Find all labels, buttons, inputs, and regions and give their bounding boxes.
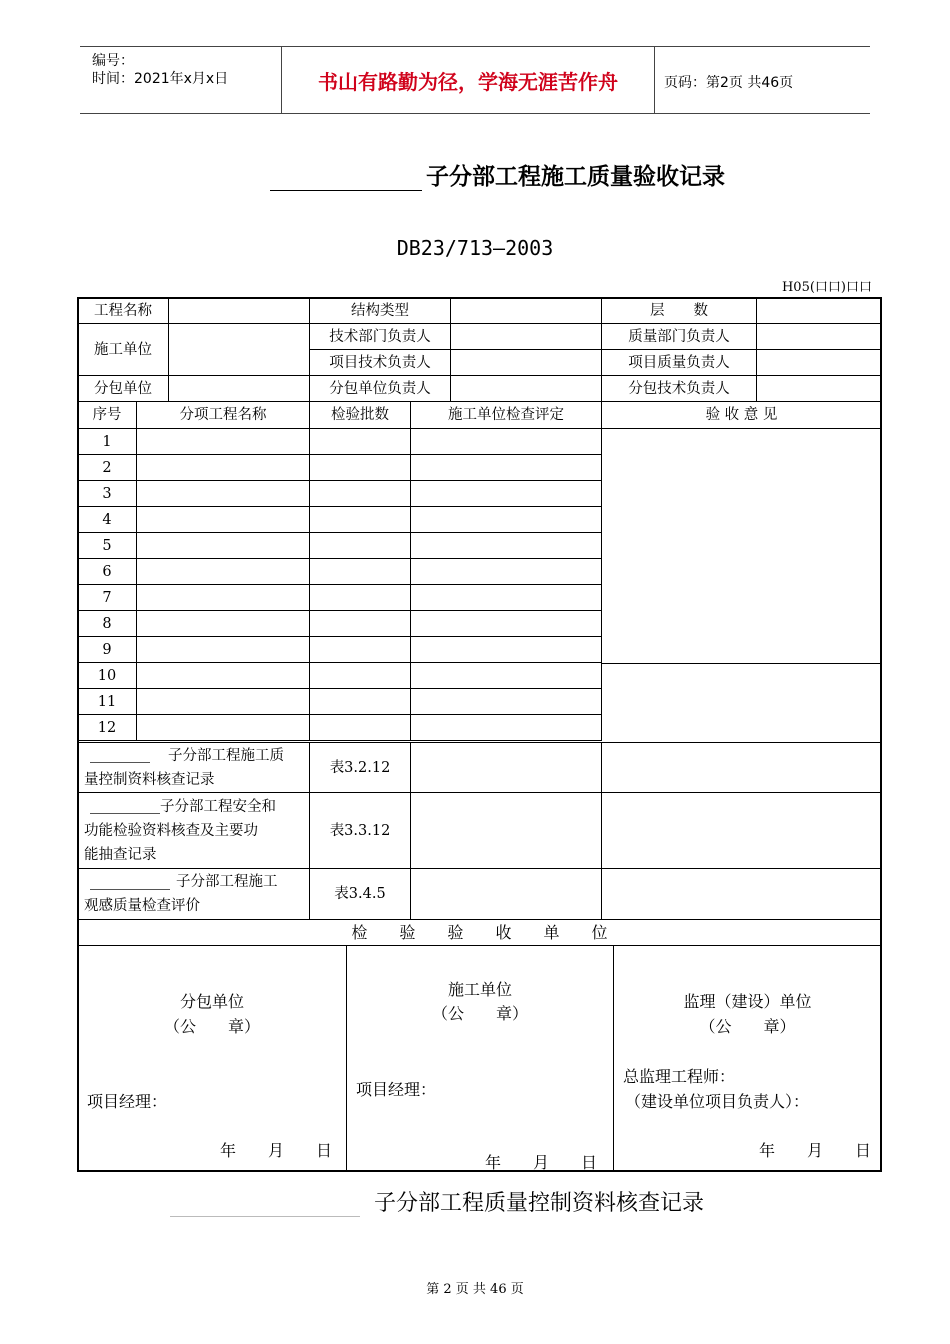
section-text: 功能检验资料核查及主要功 xyxy=(84,822,258,839)
row-eval-field[interactable] xyxy=(410,714,602,741)
sign-sub-unit-title: 分包单位 xyxy=(179,992,244,1011)
row-item-name-field[interactable] xyxy=(136,662,310,689)
row-eval-field[interactable] xyxy=(410,610,602,637)
row-batches-field[interactable] xyxy=(309,662,411,689)
col-header-batches: 检验批数 xyxy=(309,401,411,429)
section-opinion-field[interactable] xyxy=(601,792,882,869)
page-title xyxy=(270,158,725,191)
project-name-label: 工程名称 xyxy=(77,297,169,324)
row-eval-field[interactable] xyxy=(410,584,602,611)
sign-sub-unit-pm: 项目经理： xyxy=(87,1092,168,1111)
section-opinion-field[interactable] xyxy=(601,742,882,793)
col-header-builder-eval: 施工单位检查评定 xyxy=(410,401,602,429)
sub-unit-head-field[interactable] xyxy=(450,375,602,402)
row-batches-field[interactable] xyxy=(309,506,411,533)
section-opinion-field[interactable] xyxy=(601,868,882,920)
row-eval-field[interactable] xyxy=(410,428,602,455)
builder-label: 施工单位 xyxy=(77,323,169,376)
col-header-opinion: 验 收 意 见 xyxy=(601,401,882,429)
row-batches-field[interactable] xyxy=(309,714,411,741)
project-tech-head-field[interactable] xyxy=(450,349,602,376)
row-batches-field[interactable] xyxy=(309,688,411,715)
header-divider xyxy=(654,46,655,113)
section-quality-docs xyxy=(77,742,310,793)
form-code: H05(口口)口口 xyxy=(781,280,872,295)
row-number: 9 xyxy=(77,636,137,663)
row-number: 7 xyxy=(77,584,137,611)
doc-code-label: 编号： xyxy=(92,53,134,69)
section-eval-field[interactable] xyxy=(410,868,602,920)
tech-dept-head-label: 技术部门负责人 xyxy=(309,323,451,350)
row-number: 11 xyxy=(77,688,137,715)
row-eval-field[interactable] xyxy=(410,480,602,507)
row-batches-field[interactable] xyxy=(309,558,411,585)
row-number: 3 xyxy=(77,480,137,507)
row-item-name-field[interactable] xyxy=(136,428,310,455)
row-item-name-field[interactable] xyxy=(136,610,310,637)
builder-field[interactable] xyxy=(168,323,310,376)
section-text: 观感质量检查评价 xyxy=(84,898,200,914)
sign-builder-seal: （公 章） xyxy=(431,1004,528,1023)
row-number: 5 xyxy=(77,532,137,559)
next-section-title-text: 子分部工程质量控制资料核查记录 xyxy=(374,1191,705,1216)
project-tech-head-label: 项目技术负责人 xyxy=(309,349,451,376)
row-number: 2 xyxy=(77,454,137,481)
sign-sub-unit-date: 年 月 日 xyxy=(220,1141,333,1160)
section-text: 子分部工程施工 xyxy=(176,874,278,890)
section-text: 子分部工程施工质 xyxy=(168,747,284,764)
section-ref: 表3.2.12 xyxy=(309,742,411,793)
sub-unit-field[interactable] xyxy=(168,375,310,402)
sign-sub-unit-seal: （公 章） xyxy=(163,1017,260,1036)
project-quality-head-field[interactable] xyxy=(756,349,882,376)
row-item-name-field[interactable] xyxy=(136,506,310,533)
sign-builder-date: 年 月 日 xyxy=(485,1153,598,1172)
row-item-name-field[interactable] xyxy=(136,584,310,611)
acceptance-units-header: 检 验 验 收 单 位 xyxy=(77,919,882,946)
section-ref: 表3.4.5 xyxy=(309,868,411,920)
row-number: 12 xyxy=(77,714,137,741)
row-eval-field[interactable] xyxy=(410,558,602,585)
row-batches-field[interactable] xyxy=(309,532,411,559)
row-number: 1 xyxy=(77,428,137,455)
structure-type-label: 结构类型 xyxy=(309,297,451,324)
section-blank-line xyxy=(90,875,170,890)
col-header-no: 序号 xyxy=(77,401,137,429)
row-batches-field[interactable] xyxy=(309,480,411,507)
row-item-name-field[interactable] xyxy=(136,480,310,507)
sub-unit-head-label: 分包单位负责人 xyxy=(309,375,451,402)
title-blank-line xyxy=(170,1196,360,1217)
row-eval-field[interactable] xyxy=(410,636,602,663)
row-batches-field[interactable] xyxy=(309,610,411,637)
section-blank-line xyxy=(90,799,160,814)
section-eval-field[interactable] xyxy=(410,792,602,869)
project-name-field[interactable] xyxy=(168,297,310,324)
sign-builder-pm: 项目经理： xyxy=(356,1080,437,1099)
acceptance-table xyxy=(77,297,882,1172)
row-eval-field[interactable] xyxy=(410,532,602,559)
section-text: 子分部工程安全和 xyxy=(160,798,276,815)
structure-type-field[interactable] xyxy=(450,297,602,324)
doc-time-label: 时间：2021年x月x日 xyxy=(92,71,229,87)
row-item-name-field[interactable] xyxy=(136,532,310,559)
row-number: 6 xyxy=(77,558,137,585)
floors-label: 层 数 xyxy=(601,297,757,324)
sub-unit-label: 分包单位 xyxy=(77,375,169,402)
floors-field[interactable] xyxy=(756,297,882,324)
row-batches-field[interactable] xyxy=(309,428,411,455)
row-eval-field[interactable] xyxy=(410,688,602,715)
row-eval-field[interactable] xyxy=(410,662,602,689)
row-number: 8 xyxy=(77,610,137,637)
sub-tech-head-field[interactable] xyxy=(756,375,882,402)
section-text: 能抽查记录 xyxy=(84,846,157,863)
row-batches-field[interactable] xyxy=(309,636,411,663)
section-ref: 表3.3.12 xyxy=(309,792,411,869)
opinion-box[interactable] xyxy=(601,428,882,664)
row-number: 4 xyxy=(77,506,137,533)
row-eval-field[interactable] xyxy=(410,454,602,481)
row-eval-field[interactable] xyxy=(410,506,602,533)
row-item-name-field[interactable] xyxy=(136,558,310,585)
section-appearance xyxy=(77,868,310,920)
standard-number: DB23/713—2003 xyxy=(396,236,554,260)
header-bottom-rule xyxy=(80,113,870,114)
tech-dept-head-field[interactable] xyxy=(450,323,602,350)
section-eval-field[interactable] xyxy=(410,742,602,793)
section-safety-docs xyxy=(77,792,310,869)
row-item-name-field[interactable] xyxy=(136,714,310,741)
row-item-name-field[interactable] xyxy=(136,454,310,481)
row-batches-field[interactable] xyxy=(309,584,411,611)
row-item-name-field[interactable] xyxy=(136,636,310,663)
page-label: 页码：第2页 共46页 xyxy=(664,75,794,91)
section-text: 量控制资料核查记录 xyxy=(84,771,215,788)
col-header-item-name: 分项工程名称 xyxy=(136,401,310,429)
title-blank-line xyxy=(270,166,422,191)
page-footer: 第 2 页 共 46 页 xyxy=(426,1282,524,1297)
sign-owner-rep: （建设单位项目负责人）： xyxy=(625,1092,810,1111)
project-quality-head-label: 项目质量负责人 xyxy=(601,349,757,376)
row-item-name-field[interactable] xyxy=(136,688,310,715)
quality-dept-head-field[interactable] xyxy=(756,323,882,350)
quality-dept-head-label: 质量部门负责人 xyxy=(601,323,757,350)
header-motto: 书山有路勤为径，学海无涯苦作舟 xyxy=(318,70,618,94)
sign-builder-title: 施工单位 xyxy=(447,980,512,999)
row-number: 10 xyxy=(77,662,137,689)
sub-tech-head-label: 分包技术负责人 xyxy=(601,375,757,402)
section-blank-line xyxy=(90,748,150,763)
header-top-rule xyxy=(80,46,870,47)
sign-supervisor-date: 年 月 日 xyxy=(759,1141,872,1160)
row-batches-field[interactable] xyxy=(309,454,411,481)
sign-supervisor-title: 监理（建设）单位 xyxy=(683,992,812,1011)
next-section-title xyxy=(170,1186,704,1217)
title-text: 子分部工程施工质量验收记录 xyxy=(426,164,725,190)
sign-supervisor-seal: （公 章） xyxy=(699,1017,796,1036)
sign-chief-supervisor: 总监理工程师： xyxy=(623,1067,736,1086)
